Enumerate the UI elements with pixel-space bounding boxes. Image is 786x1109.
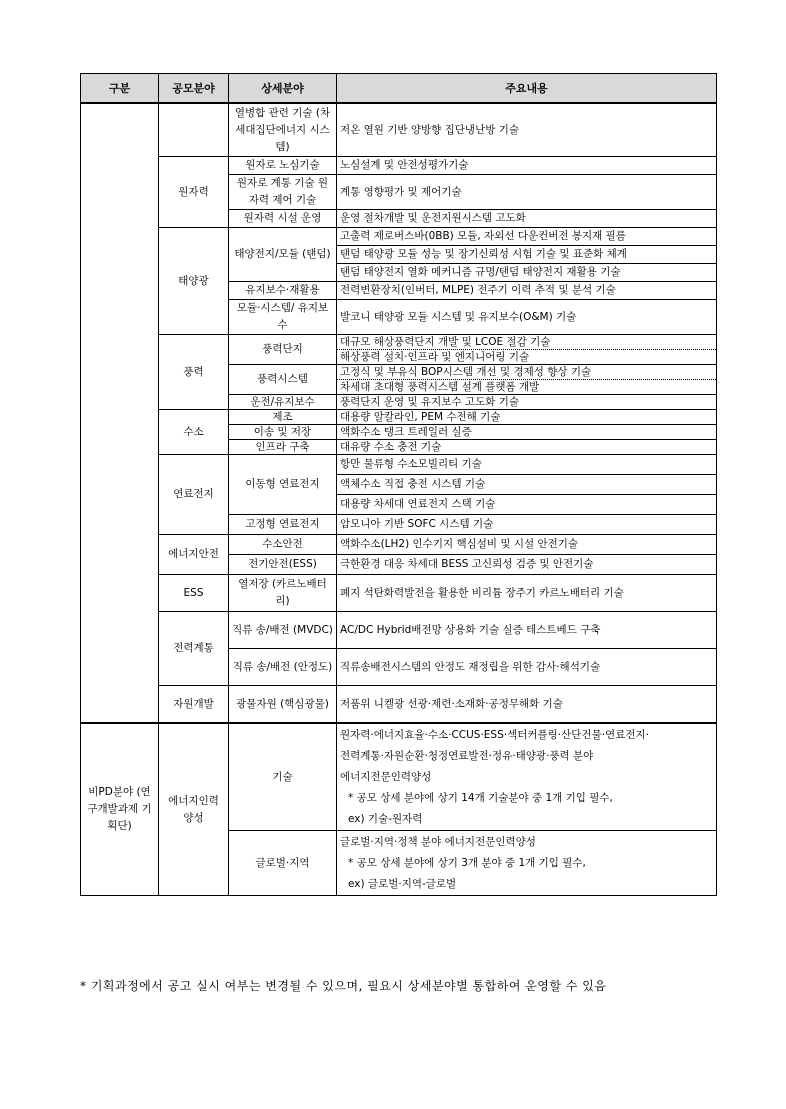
content-cell: AC/DC Hybrid배전망 상용화 기술 실증 테스트베드 구축 bbox=[337, 612, 717, 649]
subfield-cell: 원자력 시설 운영 bbox=[229, 210, 337, 228]
content-cell: 노심설계 및 안전성평가기술 bbox=[337, 157, 717, 175]
footnote: * 기획과정에서 공고 실시 여부는 변경될 수 있으며, 필요시 상세분야별 통합하여 운영할 수 있음 bbox=[80, 979, 607, 993]
field-cell: 에너지안전 bbox=[159, 535, 229, 575]
field-cell: 원자력 bbox=[159, 157, 229, 228]
content-cell: 해상풍력 설치·인프라 및 엔지니어링 기술 bbox=[337, 350, 717, 365]
subfield-cell: 인프라 구축 bbox=[229, 440, 337, 455]
header-category: 구분 bbox=[81, 74, 159, 104]
subfield-cell: 광물자원 (핵심광물) bbox=[229, 686, 337, 724]
field-cell: 풍력 bbox=[159, 335, 229, 410]
content-cell: 액화수소 탱크 트레일러 실증 bbox=[337, 425, 717, 440]
category-cell-pd bbox=[81, 103, 159, 723]
subfield-cell: 풍력단지 bbox=[229, 335, 337, 365]
subfield-cell: 모듈·시스템/ 유지보수 bbox=[229, 300, 337, 335]
content-line: 글로벌·지역·정책 분야 에너지전문인력양성 bbox=[340, 835, 536, 848]
content-cell: 암모니아 기반 SOFC 시스템 기술 bbox=[337, 515, 717, 535]
table-row bbox=[81, 723, 717, 831]
table-row bbox=[81, 575, 717, 612]
subfield-cell: 수소안전 bbox=[229, 535, 337, 555]
subfield-cell: 이송 및 저장 bbox=[229, 425, 337, 440]
table-row bbox=[81, 612, 717, 649]
content-cell: 고출력 제로버스바(0BB) 모듈, 자외선 다운컨버전 봉지재 필름 bbox=[337, 228, 717, 246]
content-example: ex) 글로벌·지역-글로벌 bbox=[348, 877, 457, 890]
subfield-cell: 이동형 연료전지 bbox=[229, 455, 337, 515]
header-subfield: 상세분야 bbox=[229, 74, 337, 104]
subfield-cell: 직류 송/배전 (MVDC) bbox=[229, 612, 337, 649]
content-cell: 직류송배전시스템의 안정도 재정립을 위한 감사·해석기술 bbox=[337, 649, 717, 686]
subfield-cell: 열저장 (카르노배터리) bbox=[229, 575, 337, 612]
content-cell: 운영 절차개발 및 운전지원시스템 고도화 bbox=[337, 210, 717, 228]
content-cell: 발코니 태양광 모듈 시스템 및 유지보수(O&M) 기술 bbox=[337, 300, 717, 335]
content-cell: 대용량 차세대 연료전지 스택 기술 bbox=[337, 495, 717, 515]
subfield-cell: 풍력시스템 bbox=[229, 365, 337, 395]
content-cell: 차세대 초대형 풍력시스템 설계 플랫폼 개발 bbox=[337, 380, 717, 395]
content-cell: 대규모 해상풍력단지 개발 및 LCOE 절감 기술 bbox=[337, 335, 717, 350]
table-row bbox=[81, 157, 717, 175]
field-cell: 연료전지 bbox=[159, 455, 229, 535]
content-note: * 공모 상세 분야에 상기 3개 분야 중 1개 기입 필수, bbox=[348, 856, 586, 869]
content-cell: 전력변환장치(인버터, MLPE) 전주기 이력 추적 및 분석 기술 bbox=[337, 282, 717, 300]
content-cell: 풍력단지 운영 및 유지보수 고도화 기술 bbox=[337, 395, 717, 410]
content-cell: 저품위 니켈광 선광·제련·소재화·공정무해화 기술 bbox=[337, 686, 717, 724]
field-cell-empty bbox=[159, 103, 229, 157]
subfield-cell: 기술 bbox=[229, 723, 337, 831]
content-cell: 액화수소(LH2) 인수기지 핵심설비 및 시설 안전기술 bbox=[337, 535, 717, 555]
field-cell: 전력계통 bbox=[159, 612, 229, 686]
table-row bbox=[81, 686, 717, 724]
content-cell: 대유량 수소 충전 기술 bbox=[337, 440, 717, 455]
content-cell: 계통 영향평가 및 제어기술 bbox=[337, 175, 717, 210]
subfield-cell: 원자로 노심기술 bbox=[229, 157, 337, 175]
header-content: 주요내용 bbox=[337, 74, 717, 104]
field-cell: 태양광 bbox=[159, 228, 229, 335]
subfield-cell: 글로벌·지역 bbox=[229, 831, 337, 896]
content-cell: 저온 열원 기반 양방향 집단냉난방 기술 bbox=[337, 103, 717, 157]
program-table bbox=[80, 73, 717, 896]
content-line: 에너지전문인력양성 bbox=[340, 770, 432, 783]
content-cell: 극한환경 대응 차세대 BESS 고신뢰성 검증 및 안전기술 bbox=[337, 555, 717, 575]
subfield-cell: 직류 송/배전 (안정도) bbox=[229, 649, 337, 686]
subfield-cell: 고정형 연료전지 bbox=[229, 515, 337, 535]
content-cell: 탠덤 태양광 모듈 성능 및 장기신뢰성 시험 기술 및 표준화 체계 bbox=[337, 246, 717, 264]
table-header-row bbox=[81, 74, 717, 104]
field-cell: 수소 bbox=[159, 410, 229, 455]
content-line: 전력계통·자원순환·청정연료발전·정유·태양광·풍력 분야 bbox=[340, 749, 594, 762]
field-cell: 에너지인력 양성 bbox=[159, 723, 229, 896]
subfield-cell: 태양전지/모듈 (탠덤) bbox=[229, 228, 337, 282]
header-field: 공모분야 bbox=[159, 74, 229, 104]
content-cell: 항만 물류형 수소모빌리티 기술 bbox=[337, 455, 717, 475]
subfield-cell: 열병합 관련 기술 (차세대집단에너지 시스템) bbox=[229, 103, 337, 157]
content-cell bbox=[337, 831, 717, 896]
subfield-cell: 유지보수·재활용 bbox=[229, 282, 337, 300]
content-cell: 액체수소 직접 충전 시스템 기술 bbox=[337, 475, 717, 495]
content-line: 원자력·에너지효율·수소·CCUS·ESS·섹터커플링·산단건물·연료전지· bbox=[340, 728, 649, 741]
table-row bbox=[81, 335, 717, 350]
table-row bbox=[81, 228, 717, 246]
content-example: ex) 기술-원자력 bbox=[348, 812, 423, 825]
subfield-cell: 제조 bbox=[229, 410, 337, 425]
content-note: * 공모 상세 분야에 상기 14개 기술분야 중 1개 기입 필수, bbox=[348, 791, 613, 804]
category-cell-nonpd: 비PD분야 (연구개발과제 기획단) bbox=[81, 723, 159, 896]
table-row bbox=[81, 410, 717, 425]
table-row bbox=[81, 535, 717, 555]
content-cell bbox=[337, 723, 717, 831]
subfield-cell: 전기안전(ESS) bbox=[229, 555, 337, 575]
subfield-cell: 운전/유지보수 bbox=[229, 395, 337, 410]
content-cell: 폐지 석탄화력발전을 활용한 비리튬 장주기 카르노배터리 기술 bbox=[337, 575, 717, 612]
subfield-cell: 원자로 계통 기술 원자력 제어 기술 bbox=[229, 175, 337, 210]
table-row bbox=[81, 455, 717, 475]
field-cell: 자원개발 bbox=[159, 686, 229, 724]
content-cell: 탠덤 태양전지 열화 메커니즘 규명/탠덤 태양전지 재활용 기술 bbox=[337, 264, 717, 282]
field-cell: ESS bbox=[159, 575, 229, 612]
table-row bbox=[81, 103, 717, 157]
content-cell: 고정식 및 부유식 BOP시스템 개선 및 경제성 향상 기술 bbox=[337, 365, 717, 380]
content-cell: 대용량 알칼라인, PEM 수전해 기술 bbox=[337, 410, 717, 425]
